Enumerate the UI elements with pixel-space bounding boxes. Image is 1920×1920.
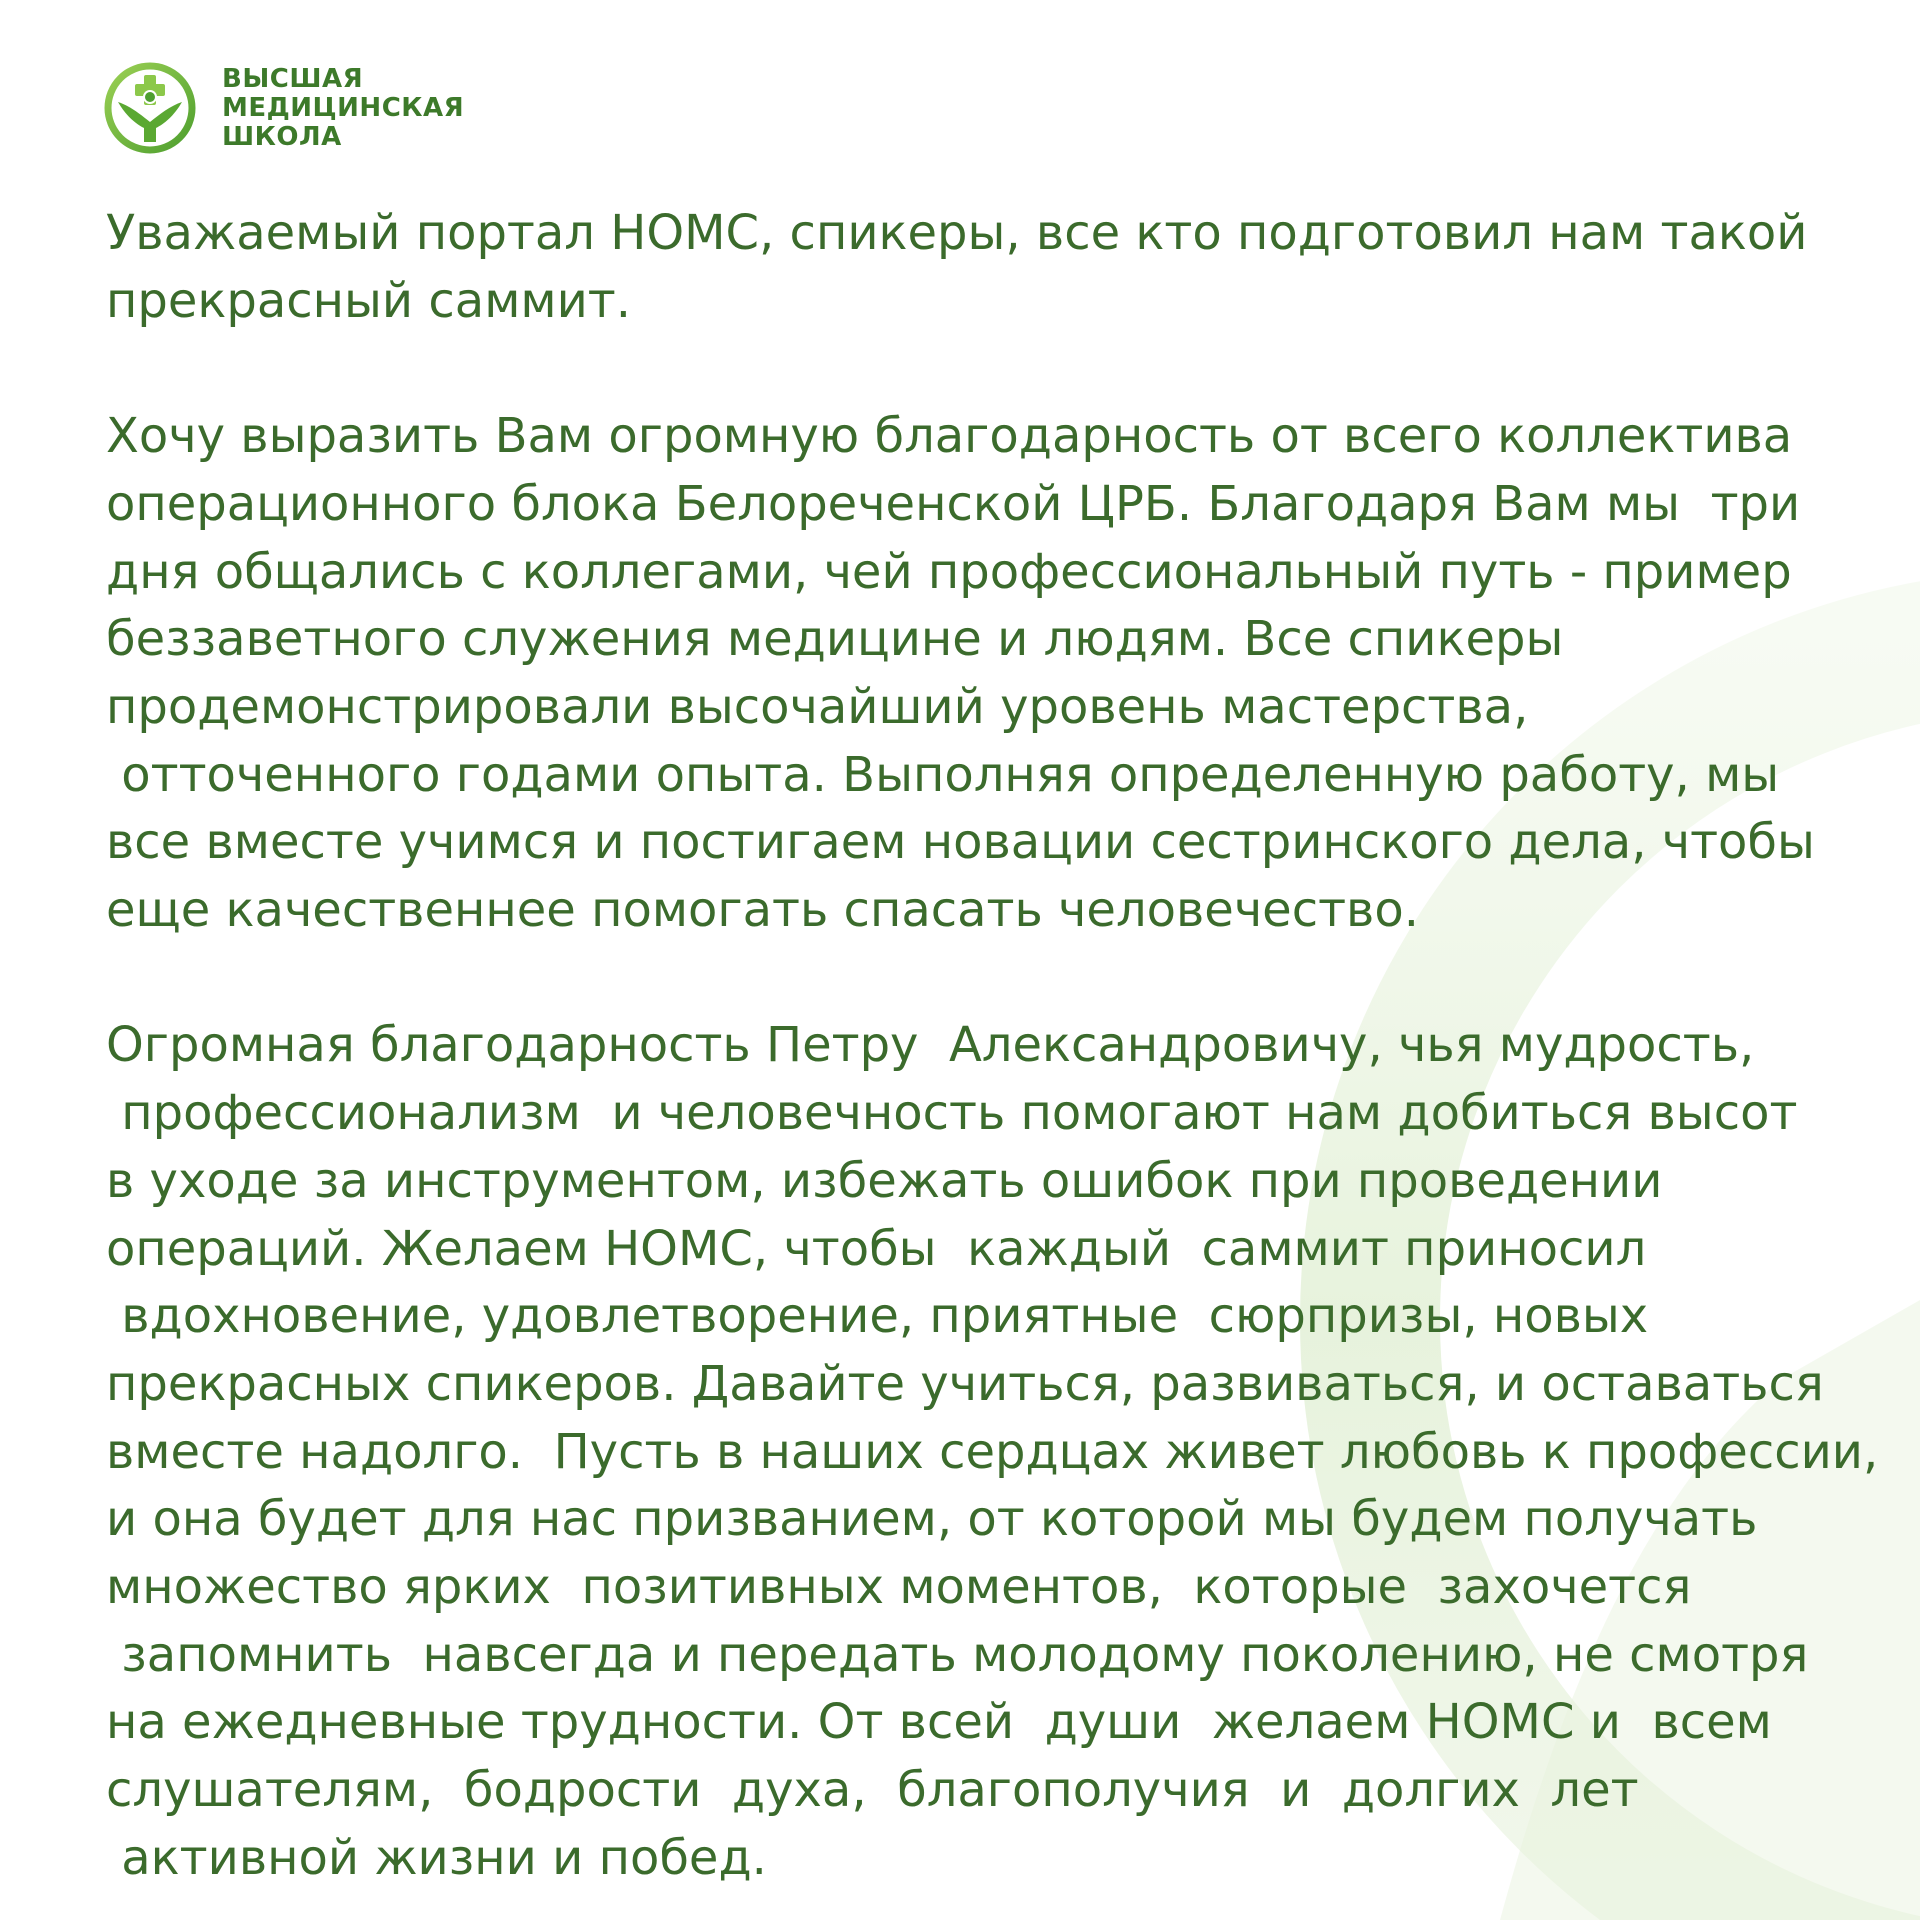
text-line: активной жизни и побед. [106,1829,767,1886]
text-line: беззаветного служения медицине и людям. Все спикеры [106,611,1564,668]
text-line: запомнить навсегда и передать молодому поколению, не смотря [106,1626,1809,1683]
logo [104,60,464,156]
text-line: продемонстрировали высочайший уровень мастерства, [106,678,1529,735]
paragraph-3 [106,1012,1896,1892]
medical-school-emblem-icon [104,62,196,154]
text-line: Хочу выразить Вам огромную благодарность от всего коллектива [106,408,1793,465]
paragraph-1 [106,200,1896,335]
text-line: Уважаемый портал НОМС, спикеры, все кто подготовил нам такой [106,205,1808,261]
text-line: вместе надолго. Пусть в наших сердцах живет любовь к профессии, [106,1423,1879,1480]
text-line: прекрасных спикеров. Давайте учиться, развиваться, и оставаться [106,1355,1824,1412]
text-line: в уходе за инструментом, избежать ошибок при проведении [106,1152,1663,1209]
text-line: операционного блока Белореченской ЦРБ. Благодаря Вам мы три [106,475,1801,532]
logo-line-3: ШКОЛА [222,121,342,152]
logo-text [222,65,464,152]
logo-line-2: МЕДИЦИНСКАЯ [222,92,465,123]
logo-line-1: ВЫСШАЯ [222,63,364,94]
paragraph-2 [106,403,1896,945]
text-line: прекрасный саммит. [106,272,632,329]
text-line: слушателям, бодрости духа, благополучия и долгих лет [106,1762,1639,1819]
text-line: множество ярких позитивных моментов, которые захочется [106,1559,1692,1616]
paragraph-gap [106,945,1896,1013]
text-line: и она будет для нас призванием, от которой мы будем получать [106,1491,1758,1548]
letter-body [106,200,1896,1893]
text-line: отточенного годами опыта. Выполняя определенную работу, мы [106,746,1780,803]
text-line: еще качественнее помогать спасать человечество. [106,882,1419,939]
text-line: на ежедневные трудности. От всей души желаем НОМС и всем [106,1694,1772,1751]
text-line: операций. Желаем НОМС, чтобы каждый саммит приносил [106,1220,1647,1277]
paragraph-gap [106,335,1896,403]
text-line: вдохновение, удовлетворение, приятные сюрпризы, новых [106,1288,1649,1345]
text-line: Огромная благодарность Петру Александровичу, чья мудрость, [106,1017,1755,1074]
text-line: все вместе учимся и постигаем новации сестринского дела, чтобы [106,814,1815,871]
text-line: дня общались с коллегами, чей профессиональный путь - пример [106,543,1792,600]
text-line: профессионализм и человечность помогают нам добиться высот [106,1085,1798,1142]
